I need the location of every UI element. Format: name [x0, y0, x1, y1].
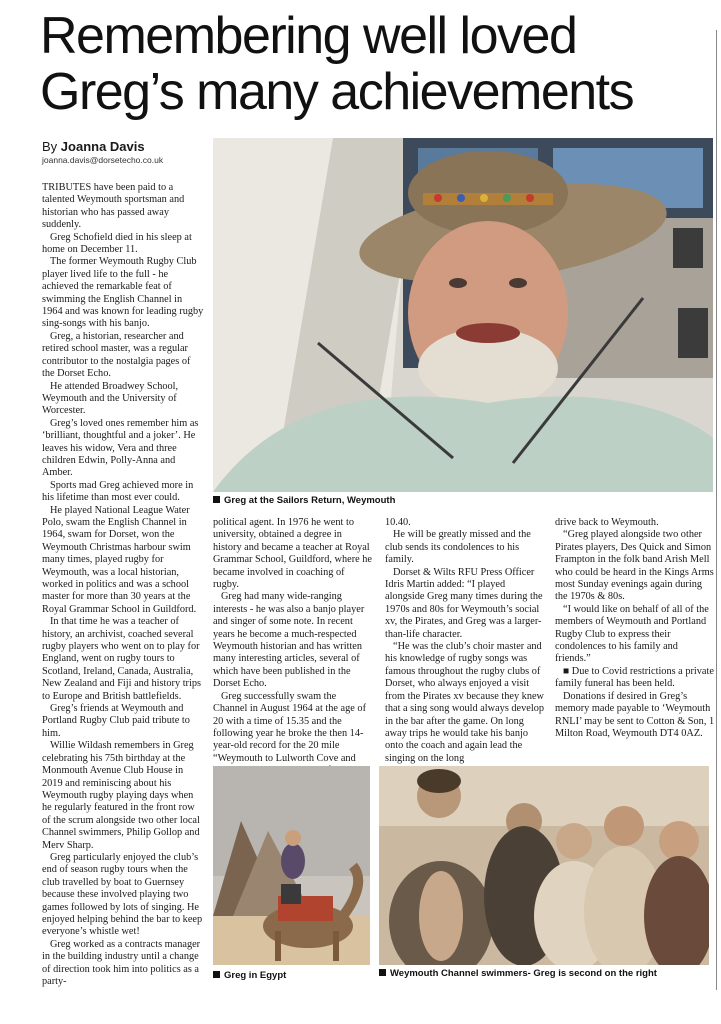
caption-main-photo — [213, 495, 395, 506]
caption-bullet — [379, 969, 386, 976]
main-photo — [213, 138, 713, 492]
caption-bullet — [213, 496, 220, 503]
article-column-2 — [213, 517, 373, 778]
caption-egypt-text: Greg in Egypt — [224, 970, 287, 981]
caption-egypt-photo — [213, 970, 286, 981]
caption-swimmers-text: Weymouth Channel swimmers- Greg is second on the right — [390, 968, 657, 979]
paragraph: TRIBUTES have been paid to a talented Weymouth sportsman and historian who has passed away suddenly. — [42, 182, 185, 231]
swimmers-photo — [379, 766, 709, 965]
paragraph: Donations if desired in Greg’s memory made payable to ‘Weymouth RNLI’ may be sent to Cotton & Son, 1 Milton Road, Weymouth DT4 0AZ. — [555, 690, 715, 739]
paragraph: “I would like on behalf of all of the members of Weymouth and Portland Rugby Club to express their condolences to his family and friends.” — [555, 603, 709, 665]
caption-swimmers-photo — [379, 968, 657, 979]
headline-line-2: Greg’s many achievements — [40, 63, 634, 121]
paragraph: He attended Broadwey School, Weymouth and the University of Worcester. — [42, 380, 179, 417]
byline — [42, 139, 145, 154]
article-column-1 — [42, 182, 204, 988]
paragraph: ■ Due to Covid restrictions a private family funeral has been held. — [555, 665, 714, 690]
man-in-hat-photo — [213, 138, 713, 492]
paragraph: Greg worked as a contracts manager in the building industry until a change of direction took him into politics as a party- — [42, 938, 201, 987]
paragraph: Willie Wildash remembers in Greg celebrating his 75th birthday at the Monmouth Avenue Club House in 2019 and reminiscing about his Weymouth rugby playing days when he regularly featured in the front row of the scrum alongside two other local Channel swimmers, Philip Gollop and Merv Sharp. — [42, 740, 200, 851]
headline — [40, 8, 720, 120]
paragraph: Greg’s friends at Weymouth and Portland Rugby Club paid tribute to him. — [42, 703, 190, 739]
byline-prefix: By — [42, 139, 58, 154]
paragraph: He played National League Water Polo, swam the English Channel in 1964, swam for Dorset, won the Weymouth Christmas harbour swim many times, played rugby for Weymouth, was a local historian, worked in politics and was a school master for more than 30 years at the Royal Grammar School in Guildford. — [42, 504, 197, 615]
article-column-3 — [385, 517, 545, 765]
paragraph: The former Weymouth Rugby Club player lived life to the full - he achieved the remarkable feat of swimming the English Channel in 1964 and was known for leading rugby sing-songs with his banjo. — [42, 256, 204, 330]
paragraph: 10.40. — [385, 517, 411, 528]
caption-bullet — [213, 971, 220, 978]
paragraph: Dorset & Wilts RFU Press Officer Idris Martin added: “I played alongside Greg many times during the 1970s and 80s for Weymouth’s social xv, the Pirates, and Greg was a larger-than-life character. — [385, 566, 543, 640]
page-edge-rule — [716, 30, 717, 990]
paragraph: Greg Schofield died in his sleep at home on December 11. — [42, 231, 192, 256]
paragraph: drive back to Weymouth. — [555, 517, 659, 528]
caption-main-text: Greg at the Sailors Return, Weymouth — [224, 495, 396, 506]
byline-author: Joanna Davis — [60, 139, 145, 154]
byline-email: joanna.davis@dorsetecho.co.uk — [42, 155, 164, 165]
article-column-4 — [555, 517, 715, 740]
paragraph: Greg had many wide-ranging interests - he was also a banjo player and singer of some note. In recent years he become a much-respected Weymouth historian and has written many interesting articles, several of which have been published in the Dorset Echo. — [213, 591, 365, 690]
paragraph: Greg particularly enjoyed the club’s end of season rugby tours when the club travelled by boat to Guernsey because these involved playing two games followed by lots of singing. He enjoyed helping behind the bar to keep everyone’s whistle wet! — [42, 851, 203, 938]
headline-line-1: Remembering well loved — [40, 7, 577, 65]
paragraph: He will be greatly missed and the club sends its condolences to his family. — [385, 529, 531, 566]
egypt-photo — [213, 766, 370, 965]
paragraph: “Greg played alongside two other Pirates players, Des Quick and Simon Frampton in the folk band Arish Mell who could be heard in the Kings Arms most Sunday evenings again during the 1970s & 80s. — [555, 529, 714, 603]
paragraph: Greg, a historian, researcher and retired school master, was a regular contributor to the nostalgia pages of the Dorset Echo. — [42, 330, 191, 380]
camel-pyramids-photo — [213, 766, 370, 965]
paragraph: Greg successfully swam the Channel in August 1964 at the age of 20 with a time of 15.35 and the following year he broke the then 14-year-old record for the 20 mile “Weymouth to Lulworth Cove and — [213, 690, 366, 764]
paragraph: “He was the club’s choir master and his knowledge of rugby songs was famous throughout the rugby clubs of Dorset, who always enjoyed a visit from the Pirates xv because they knew that a sing song would always develop in the bar after the game. On long away trips he would take his banjo onto the coach and again lead the singing on the long — [385, 641, 545, 764]
sepia-group-photo — [379, 766, 709, 965]
paragraph: political agent. In 1976 he went to university, obtained a degree in history and became a teacher at Royal Grammar School, Guildford, where he became involved in coaching of rugby. — [213, 517, 372, 591]
paragraph: Sports mad Greg achieved more in his lifetime than most ever could. — [42, 479, 194, 504]
paragraph: In that time he was a teacher of history, an archivist, coached several rugby players who went on to play for England, went on rugby tours to Scotland, Ireland, Canada, Australia, New Zealand and Fiji and history trips to Europe and British battlefields. — [42, 616, 201, 702]
paragraph: Greg’s loved ones remember him as ‘brilliant, thoughtful and a joker’. He leaves his widow, Vera and three children Edwin, Polly-Anna and Amber. — [42, 417, 199, 479]
